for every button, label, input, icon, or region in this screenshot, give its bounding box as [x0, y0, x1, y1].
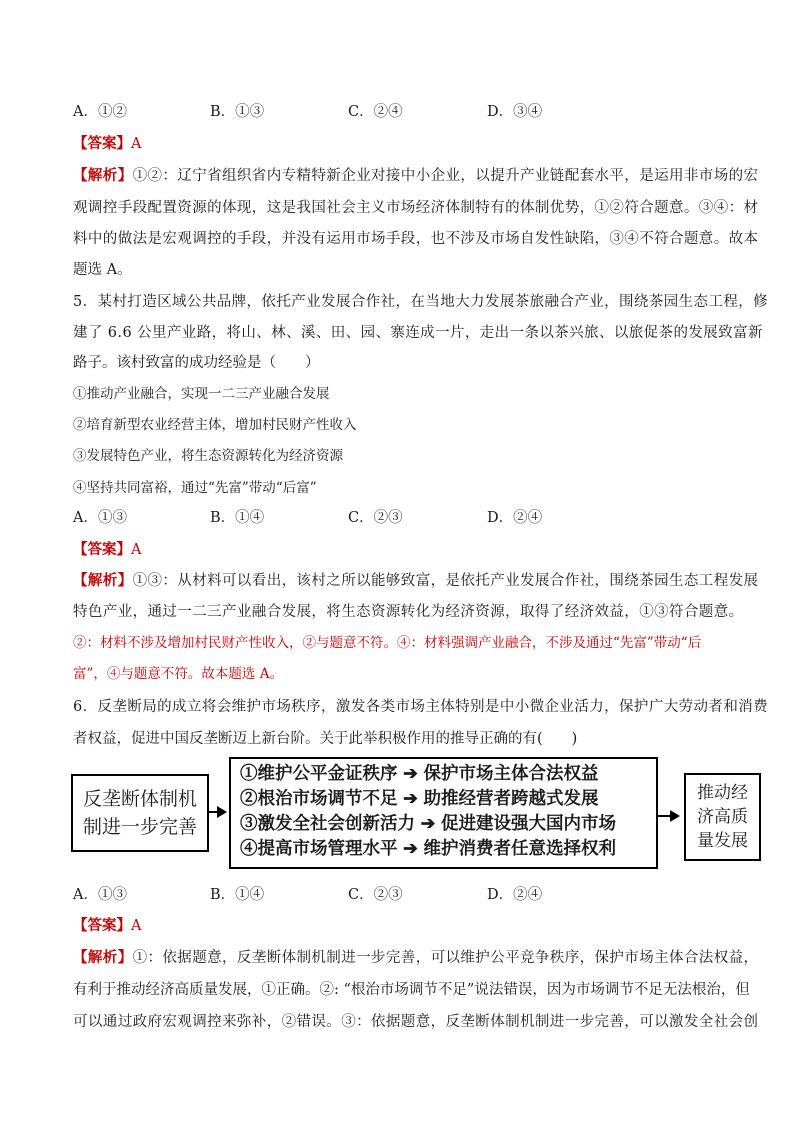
diagram-cause-line-1: 反垄断体制机	[82, 788, 197, 810]
q6-analysis-line-1: 【解析】①：依据题意，反垄断体制机制进一步完善，可以维护公平竞争秩序，保护市场主体合法权益，	[73, 949, 759, 966]
diagram-result-line-1: 推动经	[697, 783, 748, 803]
q4-answer	[73, 134, 141, 154]
diagram-cause-box	[71, 774, 209, 852]
q4-option-b: B．①③	[210, 104, 265, 120]
diagram-chain-box	[229, 757, 658, 869]
q6-stem-line-2: 者权益，促进中国反垄断迈上新台阶。关于此举积极作用的推导正确的有( )	[73, 731, 578, 747]
q5-item-4: ④坚持共同富裕，通过“先富”带动“后富”	[73, 480, 317, 496]
q4-analysis-line-2: 观调控手段配置资源的体现，这是我国社会主义市场经济体制特有的体制优势，①②符合题意。③④：材	[73, 200, 759, 216]
answer-value: A	[131, 918, 142, 934]
q6-option-a: A．①③	[73, 887, 127, 903]
q5-analysis-line-2: 特色产业，通过一二三产业融合发展，将生态资源转化为经济资源，取得了经济效益，①③符合题意。	[73, 604, 744, 620]
q6-option-b: B．①④	[210, 887, 265, 903]
analysis-tag: 【解析】	[73, 167, 133, 184]
right-arrow-icon: ➔	[403, 839, 418, 859]
q6-analysis-line-2: 有利于推动经济高质量发展，①正确。②: “根治市场调节不足”说法错误，因为市场调节不足无法根治，但	[73, 982, 750, 998]
answer-tag: 【答案】	[73, 917, 131, 934]
diagram-row-3: ③激发全社会创新活力 ➔ 促进建设强大国内市场	[240, 814, 616, 834]
q5-analysis-red-line-1: ②：材料不涉及增加村民财产性收入，②与题意不符。④：材料强调产业融合，不涉及通过“先富”带动“后	[73, 635, 702, 651]
q5-analysis-line-1: 【解析】①③：从材料可以看出，该村之所以能够致富，是依托产业发展合作社，围绕茶园生态工程发展	[73, 572, 759, 589]
diagram-row-4: ④提高市场管理水平 ➔ 维护消费者任意选择权利	[240, 839, 616, 859]
answer-value: A	[131, 542, 142, 558]
q6-analysis-line-3: 可以通过政府宏观调控来弥补，②错误。③：依据题意，反垄断体制机制进一步完善，可以激发全社会创	[73, 1014, 759, 1030]
q4-analysis-line-1: 【解析】①②：辽宁省组织省内专精特新企业对接中小企业，以提升产业链配套水平，是运用非市场的宏	[73, 167, 759, 184]
q5-item-2: ②培育新型农业经营主体，增加村民财产性收入	[73, 417, 357, 433]
diagram-arrow-left-icon	[207, 811, 225, 813]
answer-value: A	[131, 136, 142, 152]
diagram-result-line-2: 济高质	[697, 807, 748, 827]
q5-option-c: C．②③	[348, 510, 403, 526]
q6-option-c: C．②③	[348, 887, 403, 903]
analysis-tag: 【解析】	[73, 572, 133, 589]
diagram-row-1: ①维护公平金证秩序 ➔ 保护市场主体合法权益	[240, 764, 599, 784]
q6-answer	[73, 916, 141, 936]
answer-tag: 【答案】	[73, 541, 131, 558]
q5-option-a: A．①③	[73, 510, 127, 526]
q6-stem-line-1: 6．反垄断局的成立将会维护市场秩序，激发各类市场主体特别是中小微企业活力，保护广大劳动者和消费	[73, 699, 769, 715]
q5-option-d: D．②④	[487, 510, 543, 526]
q5-answer	[73, 540, 141, 560]
q4-option-c: C．②④	[348, 104, 403, 120]
analysis-tag: 【解析】	[73, 949, 133, 966]
right-arrow-icon: ➔	[403, 764, 418, 784]
diagram-result-box	[684, 773, 761, 861]
answer-tag: 【答案】	[73, 135, 131, 152]
q5-option-b: B．①④	[210, 510, 265, 526]
q4-option-d: D．③④	[487, 104, 543, 120]
right-arrow-icon: ➔	[420, 814, 436, 834]
q5-stem-line-3: 路子。该村致富的成功经验是（ ）	[73, 355, 320, 371]
diagram-cause-line-2: 制进一步完善	[82, 816, 197, 838]
diagram-arrow-right-icon	[658, 815, 678, 817]
q4-analysis-line-3: 料中的做法是宏观调控的手段，并没有运用市场手段，也不涉及市场自发性缺陷，③④不符合题意。故本	[73, 231, 759, 247]
q5-item-3: ③发展特色产业，将生态资源转化为经济资源	[73, 448, 343, 464]
diagram-result-line-3: 量发展	[697, 831, 748, 851]
q4-analysis-line-4: 题选 A。	[73, 262, 132, 278]
q6-option-d: D．②④	[487, 887, 543, 903]
right-arrow-icon: ➔	[403, 789, 418, 809]
q4-option-a: A．①②	[73, 104, 127, 120]
q5-analysis-red-line-2: 富”，④与题意不符。故本题选 A。	[73, 666, 283, 682]
q5-stem-line-2: 建了 6.6 公里产业路，将山、林、溪、田、园、寨连成一片，走出一条以茶兴旅、以旅促茶的发展致富新	[73, 325, 763, 341]
diagram-row-2: ②根治市场调节不足 ➔ 助推经营者跨越式发展	[240, 789, 599, 809]
q5-stem-line-1: 5．某村打造区域公共品牌，依托产业发展合作社，在当地大力发展茶旅融合产业，围绕茶园生态工程，修	[73, 294, 769, 310]
q5-item-1: ①推动产业融合，实现一二三产业融合发展	[73, 386, 330, 402]
